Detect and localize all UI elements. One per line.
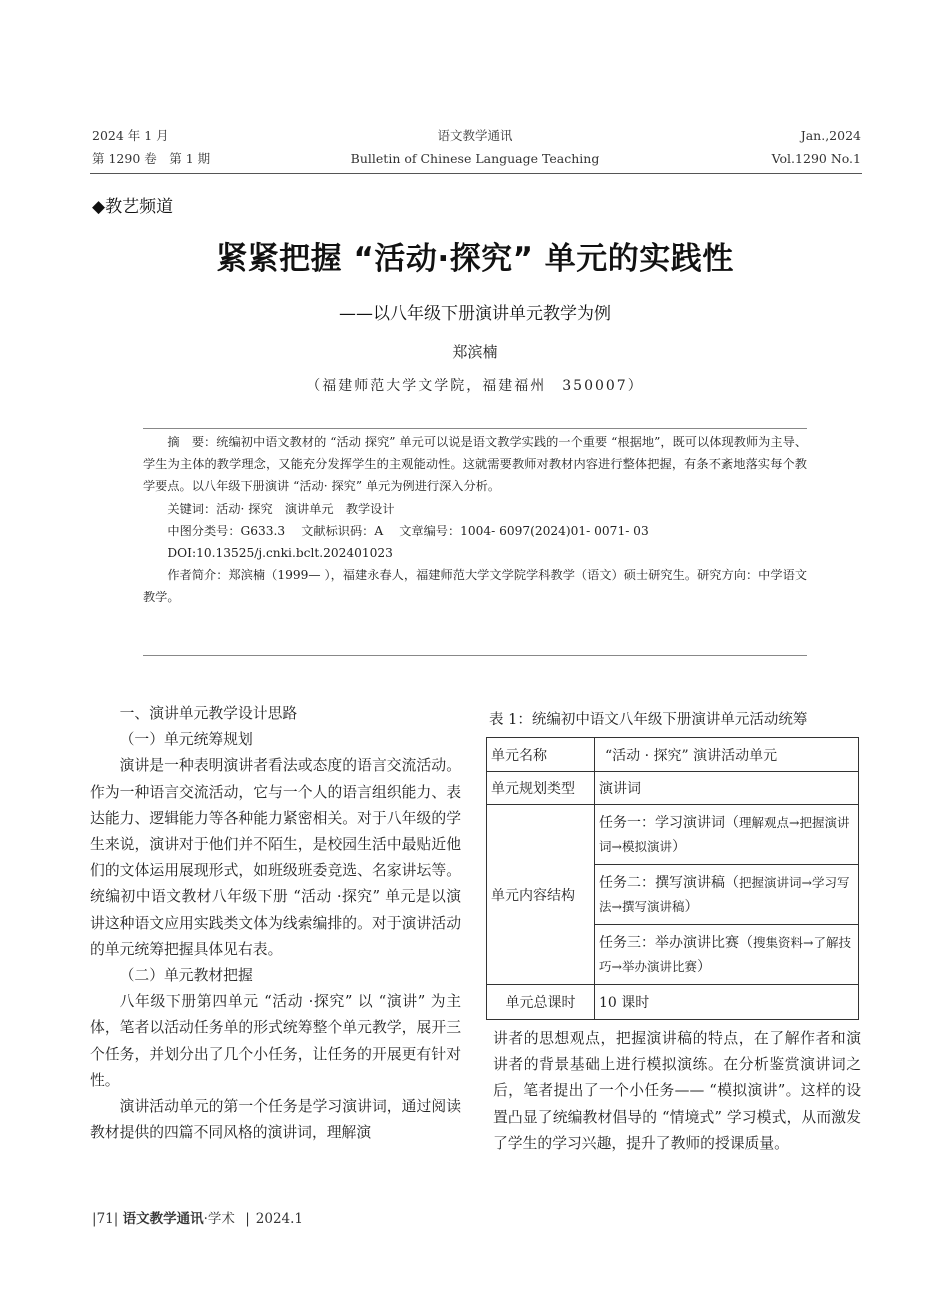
right-column <box>493 1026 861 1157</box>
table-row <box>487 772 859 805</box>
article-subtitle: ——以八年级下册演讲单元教学为例 <box>339 304 611 324</box>
task-1-close: ） <box>671 838 686 855</box>
abstract-text: 统编初中语文教材的 “活动 探究” 单元可以说是语文教学实践的一个重要 “根据地”，既可以体现教师为主导、学生为主体的教学理念，又能充分发挥学生的主观能动性。这就需要教师对教材内容进行整体把握，有条不紊地落实每个教学要点。以八年级下册演讲 “活动· 探究” 单元为例进行深入分析。 <box>143 435 808 494</box>
task-3-steps: 搜集资料→了解技巧→举办演讲比赛 <box>599 934 851 974</box>
body-paragraph-1: 演讲是一种表明演讲者看法或态度的语言交流活动。作为一种语言交流活动，它与一个人的语言组织能力、表达能力、逻辑能力等各种能力紧密相关。对于八年级的学生来说，演讲对于他们并不陌生，是校园生活中最贴近他们的文体运用展现形式，如班级班委竞选、名家讲坛等。统编初中语文教材八年级下册 “活动 ·探究” 单元是以演讲这种语文应用实践类文体为线索编排的。对于演讲活动的单元统筹把握具体见右表。 <box>90 757 461 958</box>
task-1-title: 任务一：学习演讲词（ <box>599 814 739 831</box>
author-affiliation: （福建师范大学文学院，福建福州 350007） <box>306 378 644 394</box>
task-2-steps: 把握演讲词→学习写法→撰写演讲稿 <box>599 874 850 914</box>
subsection-heading-2: （二）单元教材把握 <box>119 967 253 985</box>
footer-journal: 语文教学通讯 <box>122 1211 204 1227</box>
left-column <box>90 701 461 1146</box>
footer-bar: | <box>113 1211 119 1227</box>
subsection-heading-1: （一）单元统筹规划 <box>119 731 253 749</box>
header-date-cn: 2024 年 1 月 <box>92 128 169 143</box>
table-cell-task-2 <box>595 865 859 925</box>
table-cell-value: “活动 · 探究” 演讲活动单元 <box>595 738 859 772</box>
table-cell-task-1 <box>595 805 859 865</box>
abstract-label: 摘 要： <box>167 435 217 449</box>
section-heading-1: 一、演讲单元教学设计思路 <box>119 705 298 722</box>
doi-line: DOI:10.13525/j.cnki.bclt.202401023 <box>167 546 393 561</box>
author-bio-label: 作者简介： <box>167 568 229 583</box>
page-footer <box>92 1207 303 1227</box>
article-title: 紧紧把握 “活动·探究” 单元的实践性 <box>216 241 734 277</box>
task-2-close: ） <box>684 898 699 915</box>
header-date-en: Jan.,2024 <box>800 128 861 143</box>
table-row <box>487 805 859 865</box>
task-1-steps: 理解观点→把握演讲词→模拟演讲 <box>599 814 850 854</box>
task-3-title: 任务三：举办演讲比赛（ <box>599 934 753 951</box>
abstract-bottom-rule <box>143 655 807 656</box>
table-row <box>487 738 859 772</box>
footer-separator: | <box>245 1211 250 1227</box>
table-cell-label: 单元规划类型 <box>487 772 595 805</box>
section-tag: ◆教艺频道 <box>92 197 174 217</box>
table-cell-value: 演讲词 <box>595 772 859 805</box>
table-cell-label: 单元内容结构 <box>487 805 595 985</box>
header-journal-en: Bulletin of Chinese Language Teaching <box>350 151 600 166</box>
header-volume-en: Vol.1290 No.1 <box>771 151 861 166</box>
author-bio-text: 郑滨楠（1999— ），福建永春人，福建师范大学文学院学科教学（语文）硕士研究生。研究方向：中学语文教学。 <box>143 568 808 605</box>
table-cell-label: 单元总课时 <box>487 985 595 1020</box>
body-paragraph-3: 演讲活动单元的第一个任务是学习演讲词，通过阅读教材提供的四篇不同风格的演讲词，理解演 <box>90 1098 461 1142</box>
footer-bar: | <box>92 1211 97 1227</box>
unit-plan-table <box>486 737 859 1020</box>
body-paragraph-4: 讲者的思想观点，把握演讲稿的特点，在了解作者和演讲者的背景基础上进行模拟演练。在分析鉴赏演讲词之后，笔者提出了一个小任务—— “模拟演讲”。这样的设置凸显了统编教材倡导的 “情境式” 学习模式，从而激发了学生的学习兴趣，提升了教师的授课质量。 <box>493 1030 861 1152</box>
table-caption: 表 1：统编初中语文八年级下册演讲单元活动统筹 <box>489 712 808 728</box>
header-volume-cn: 第 1290 卷 第 1 期 <box>92 151 211 166</box>
author-name: 郑滨楠 <box>452 343 498 361</box>
task-2-title: 任务二：撰写演讲稿（ <box>599 874 739 891</box>
header-journal-cn: 语文教学通讯 <box>437 128 513 143</box>
abstract-paragraph <box>143 431 807 498</box>
table-cell-label: 单元名称 <box>487 738 595 772</box>
table-cell-task-3 <box>595 925 859 985</box>
task-3-close: ） <box>696 958 711 975</box>
header-rule <box>90 173 862 174</box>
body-paragraph-2: 八年级下册第四单元 “活动 ·探究” 以 “演讲” 为主体，笔者以活动任务单的形式统筹整个单元教学，展开三个任务，并划分出了几个小任务，让任务的开展更有针对性。 <box>90 993 461 1089</box>
table-cell-value: 10 课时 <box>595 985 859 1020</box>
author-bio <box>143 564 807 608</box>
page-number: 71 <box>96 1211 114 1227</box>
footer-series: ·学术 <box>203 1211 235 1227</box>
keywords: 关键词：活动· 探究 演讲单元 教学设计 <box>167 501 395 516</box>
footer-issue: 2024.1 <box>255 1211 304 1227</box>
table-row <box>487 985 859 1020</box>
classification-line: 中图分类号：G633.3 文献标识码：A 文章编号：1004- 6097(2024)01- 0071- 03 <box>167 523 649 538</box>
abstract-block <box>143 431 807 609</box>
abstract-top-rule <box>143 428 807 429</box>
